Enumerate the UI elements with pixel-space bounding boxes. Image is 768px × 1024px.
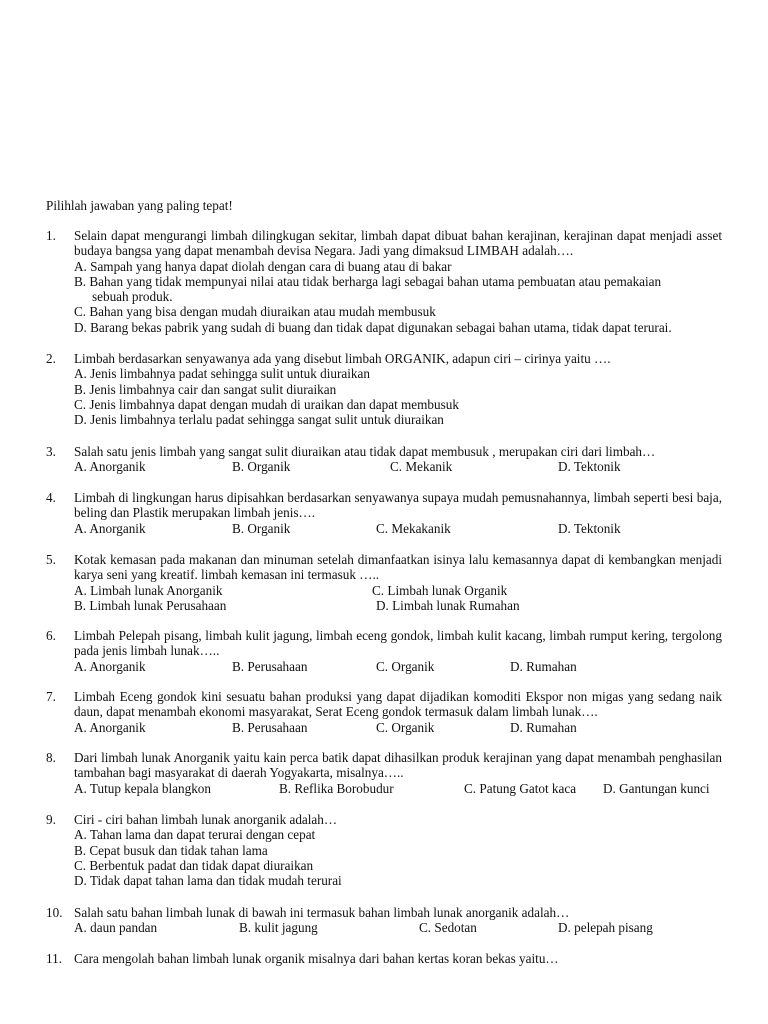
question-number: 3.: [46, 444, 56, 459]
option-b[interactable]: B. Limbah lunak Perusahaan: [74, 597, 227, 613]
option-d[interactable]: D. Barang bekas pabrik yang sudah di buang dan tidak dapat digunakan sebagai bahan utama, tidak dapat terurai.: [74, 319, 672, 335]
question-text: Limbah di lingkungan harus dipisahkan berdasarkan senyawanya supaya mudah pemusnahannya, limbah seperti besi baja, beling dan Plastik merupakan limbah jenis….: [74, 490, 722, 521]
option-d[interactable]: D. pelepah pisang: [558, 920, 653, 936]
option-b[interactable]: B. Organik: [232, 520, 291, 536]
question-text: Limbah Pelepah pisang, limbah kulit jagung, limbah eceng gondok, limbah kulit kacang, limbah rumput kering, tergolong pada jenis limbah lunak…..: [74, 628, 722, 659]
option-c[interactable]: C. Mekanik: [390, 459, 453, 475]
option-a[interactable]: A. Tahan lama dan dapat terurai dengan cepat: [74, 827, 316, 843]
option-a[interactable]: A. daun pandan: [74, 920, 158, 936]
question-text: Salah satu jenis limbah yang sangat sulit diuraikan atau tidak dapat membusuk , merupakan ciri dari limbah…: [74, 444, 656, 459]
option-d[interactable]: D. Tektonik: [558, 520, 621, 536]
question-number: 4.: [46, 490, 56, 505]
question-3: [46, 444, 722, 475]
question-text: Limbah berdasarkan senyawanya ada yang disebut limbah ORGANIK, adapun ciri – cirinya yaitu ….: [74, 351, 611, 366]
question-number: 8.: [46, 750, 56, 765]
question-text: Kotak kemasan pada makanan dan minuman setelah dimanfaatkan isinya lalu kemasannya dapat di kembangkan menjadi karya seni yang kreatif. limbah kemasan ini termasuk …..: [74, 552, 722, 583]
question-number: 1.: [46, 228, 56, 243]
question-5: [46, 552, 722, 613]
question-9: [46, 812, 722, 888]
option-b[interactable]: B. Reflika Borobudur: [279, 780, 394, 796]
option-a[interactable]: A. Jenis limbahnya padat sehingga sulit untuk diuraikan: [74, 366, 370, 382]
option-c[interactable]: C. Berbentuk padat dan tidak dapat diuraikan: [74, 857, 314, 873]
question-number: 5.: [46, 552, 56, 567]
question-11: [46, 951, 722, 966]
options-row: [74, 583, 722, 598]
option-d[interactable]: D. Tektonik: [558, 459, 621, 475]
option-b[interactable]: B. Jenis limbahnya cair dan sangat sulit diuraikan: [74, 381, 337, 397]
options-row: [74, 521, 722, 536]
options-row: [74, 720, 722, 735]
question-text: Limbah Eceng gondok kini sesuatu bahan produksi yang dapat dijadikan komoditi Ekspor non migas yang sedang naik daun, dapat menambah ekonomi masyarakat, Serat Eceng gondok termasuk dalam limbah lunak….: [74, 689, 722, 720]
question-text: Cara mengolah bahan limbah lunak organik misalnya dari bahan kertas koran bekas yaitu…: [74, 951, 559, 966]
question-8: [46, 750, 722, 796]
option-a[interactable]: A. Anorganik: [74, 459, 146, 475]
options-row: [74, 598, 722, 613]
option-c[interactable]: C. Limbah lunak Organik: [372, 582, 508, 598]
option-b[interactable]: B. Bahan yang tidak mempunyai nilai atau tidak berharga lagi sebagai bahan utama pembuatan atau pemakaian: [74, 273, 662, 289]
option-a[interactable]: A. Tutup kepala blangkon: [74, 780, 211, 796]
option-b[interactable]: B. kulit jagung: [239, 920, 318, 936]
option-b-continuation: sebuah produk.: [92, 289, 173, 305]
option-c[interactable]: C. Bahan yang bisa dengan mudah diuraikan atau mudah membusuk: [74, 304, 436, 320]
option-d[interactable]: D. Jenis limbahnya terlalu padat sehingga sangat sulit untuk diuraikan: [74, 412, 444, 428]
question-number: 9.: [46, 812, 56, 827]
question-number: 6.: [46, 628, 56, 643]
option-d[interactable]: D. Tidak dapat tahan lama dan tidak mudah terurai: [74, 873, 342, 889]
option-d[interactable]: D. Rumahan: [510, 658, 577, 674]
option-c[interactable]: C. Sedotan: [419, 920, 477, 936]
question-2: [46, 351, 722, 427]
option-b[interactable]: B. Organik: [232, 459, 291, 475]
question-text: Selain dapat mengurangi limbah dilingkugan sekitar, limbah dapat dibuat bahan kerajinan, kerajinan dapat menjadi asset budaya bangsa yang dapat menambah devisa Negara. Jadi yang dimaksud LIMBAH adalah….: [74, 228, 722, 259]
option-b[interactable]: B. Cepat busuk dan tidak tahan lama: [74, 842, 268, 858]
option-c[interactable]: C. Patung Gatot kaca: [464, 780, 577, 796]
option-c[interactable]: C. Mekakanik: [376, 520, 451, 536]
options-row: [74, 659, 722, 674]
question-4: [46, 490, 722, 536]
option-d[interactable]: D. Gantungan kunci: [603, 780, 710, 796]
question-text: Ciri - ciri bahan limbah lunak anorganik adalah…: [74, 812, 338, 827]
option-a[interactable]: A. Anorganik: [74, 520, 146, 536]
question-1: [46, 228, 722, 335]
question-number: 2.: [46, 351, 56, 366]
option-c[interactable]: C. Organik: [376, 658, 435, 674]
question-text: Salah satu bahan limbah lunak di bawah ini termasuk bahan limbah lunak anorganik adalah…: [74, 905, 570, 920]
question-text: Dari limbah lunak Anorganik yaitu kain perca batik dapat dihasilkan produk kerajinan yang dapat menambah penghasilan tambahan bagi masyarakat di daerah Yogyakarta, misalnya…..: [74, 750, 722, 781]
option-a[interactable]: A. Sampah yang hanya dapat diolah dengan cara di buang atau di bakar: [74, 258, 452, 274]
question-10: [46, 905, 722, 936]
option-d[interactable]: D. Limbah lunak Rumahan: [376, 597, 520, 613]
option-a[interactable]: A. Limbah lunak Anorganik: [74, 582, 223, 598]
question-number: 11.: [46, 951, 62, 966]
question-7: [46, 689, 722, 735]
option-a[interactable]: A. Anorganik: [74, 719, 146, 735]
option-d[interactable]: D. Rumahan: [510, 719, 577, 735]
option-b[interactable]: B. Perusahaan: [232, 719, 308, 735]
option-a[interactable]: A. Anorganik: [74, 658, 146, 674]
options-row: [74, 920, 722, 935]
option-c[interactable]: C. Organik: [376, 719, 435, 735]
option-c[interactable]: C. Jenis limbahnya dapat dengan mudah di uraikan dan dapat membusuk: [74, 396, 459, 412]
options-row: [74, 781, 722, 796]
instruction-text: Pilihlah jawaban yang paling tepat!: [46, 198, 233, 213]
question-number: 7.: [46, 689, 56, 704]
question-6: [46, 628, 722, 674]
option-b[interactable]: B. Perusahaan: [232, 658, 308, 674]
question-number: 10.: [46, 905, 63, 920]
options-row: [74, 459, 722, 474]
